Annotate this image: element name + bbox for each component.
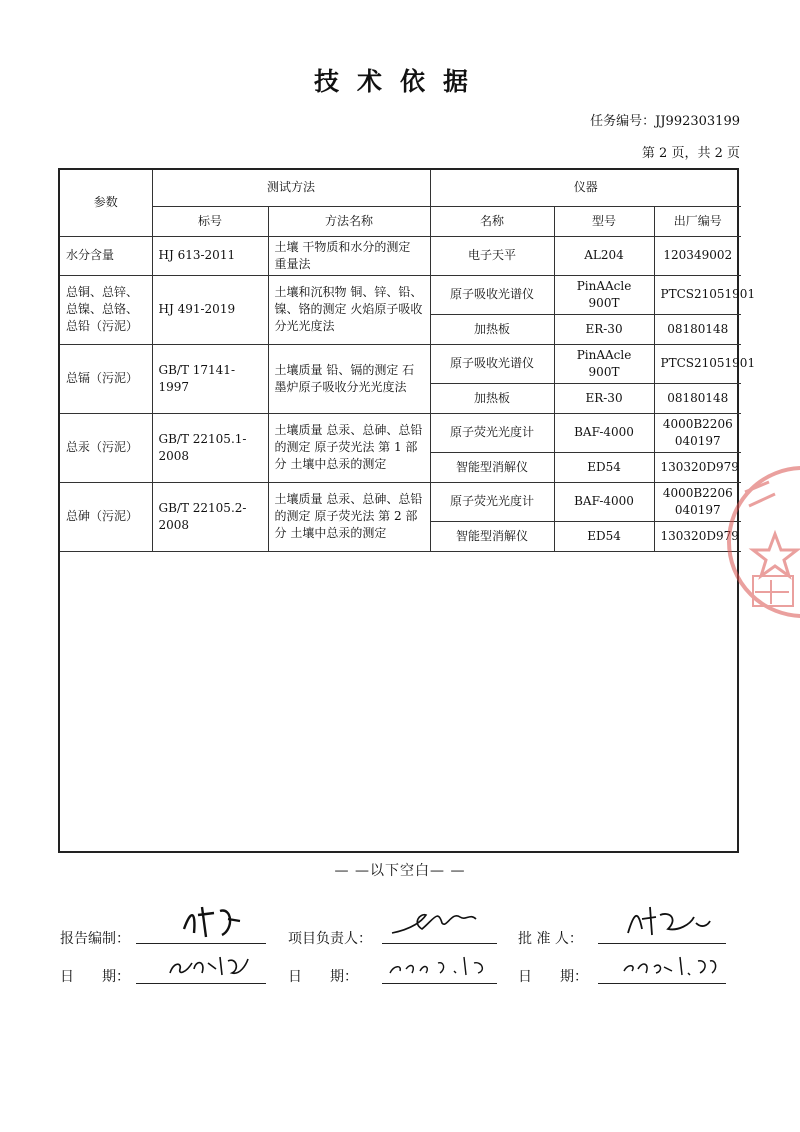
instrument-name-cell: 加热板 xyxy=(430,314,554,344)
instrument-model-cell: ER-30 xyxy=(554,314,654,344)
method-cell: 土壤 干物质和水分的测定 重量法 xyxy=(268,236,430,275)
handwritten-date-icon xyxy=(136,939,266,983)
standard-cell: GB/T 22105.2-2008 xyxy=(152,482,268,551)
page-title: 技术依据 xyxy=(313,67,486,96)
param-cell: 水分含量 xyxy=(60,236,152,275)
instrument-serial-cell: 130320D979 xyxy=(654,521,741,551)
instrument-name-cell: 原子吸收光谱仪 xyxy=(430,275,554,314)
instrument-model-cell: ER-30 xyxy=(554,383,654,413)
header-method-group: 测试方法 xyxy=(152,170,430,206)
header-model: 型号 xyxy=(554,206,654,236)
instrument-model-cell: BAF-4000 xyxy=(554,413,654,452)
instrument-name-cell: 智能型消解仪 xyxy=(430,452,554,482)
instrument-model-cell: PinAAcle 900T xyxy=(554,275,654,314)
handwritten-signature-icon xyxy=(598,899,726,943)
technical-basis-table xyxy=(60,170,756,552)
handwritten-date-icon xyxy=(382,939,497,983)
param-cell: 总汞（污泥） xyxy=(60,413,152,482)
instrument-model-cell: ED54 xyxy=(554,521,654,551)
instrument-model-cell: BAF-4000 xyxy=(554,482,654,521)
date-field-2 xyxy=(382,953,497,984)
date-label-2: 日 期： xyxy=(288,969,358,985)
date-field-1 xyxy=(136,953,266,984)
approver-label: 批 准 人： xyxy=(518,931,583,947)
instrument-serial-cell: PTCS21051901 xyxy=(654,275,741,314)
table-row xyxy=(60,344,741,383)
red-seal-icon xyxy=(725,462,800,622)
instrument-model-cell: AL204 xyxy=(554,236,654,275)
handwritten-date-icon xyxy=(598,939,726,983)
prepared-by-label: 报告编制： xyxy=(60,931,130,947)
method-cell: 土壤质量 总汞、总砷、总铅的测定 原子荧光法 第 2 部分 土壤中总汞的测定 xyxy=(268,482,430,551)
method-cell: 土壤质量 总汞、总砷、总铅的测定 原子荧光法 第 1 部分 土壤中总汞的测定 xyxy=(268,413,430,482)
instrument-serial-cell: PTCS21051901 xyxy=(654,344,741,383)
task-number: 任务编号：JJ992303199 xyxy=(590,114,740,129)
header-instrument-name: 名称 xyxy=(430,206,554,236)
method-cell: 土壤和沉积物 铜、锌、铅、镍、铬的测定 火焰原子吸收分光光度法 xyxy=(268,275,430,344)
instrument-name-cell: 智能型消解仪 xyxy=(430,521,554,551)
instrument-model-cell: PinAAcle 900T xyxy=(554,344,654,383)
table-row xyxy=(60,275,741,314)
instrument-serial-cell: 08180148 xyxy=(654,314,741,344)
header-param: 参数 xyxy=(60,170,152,236)
table-row xyxy=(60,482,741,521)
date-label-1: 日 期： xyxy=(60,969,130,985)
standard-cell: GB/T 22105.1-2008 xyxy=(152,413,268,482)
instrument-serial-cell: 08180148 xyxy=(654,383,741,413)
method-cell: 土壤质量 铅、镉的测定 石墨炉原子吸收分光光度法 xyxy=(268,344,430,413)
param-cell: 总镉（污泥） xyxy=(60,344,152,413)
header-serial: 出厂编号 xyxy=(654,206,741,236)
page-number: 第 2 页，共 2 页 xyxy=(641,146,740,161)
header-standard-no: 标号 xyxy=(152,206,268,236)
official-seal-stamp xyxy=(725,462,800,622)
header-instrument-group: 仪器 xyxy=(430,170,741,206)
instrument-serial-cell: 4000B2206040197 xyxy=(654,413,741,452)
instrument-name-cell: 原子荧光光度计 xyxy=(430,413,554,452)
standard-cell: HJ 613-2011 xyxy=(152,236,268,275)
instrument-name-cell: 原子吸收光谱仪 xyxy=(430,344,554,383)
instrument-name-cell: 加热板 xyxy=(430,383,554,413)
blank-below-note: — —以下空白— — xyxy=(334,863,466,879)
instrument-model-cell: ED54 xyxy=(554,452,654,482)
date-field-3 xyxy=(598,953,726,984)
handwritten-signature-icon xyxy=(136,899,266,943)
handwritten-signature-icon xyxy=(382,899,497,943)
standard-cell: HJ 491-2019 xyxy=(152,275,268,344)
date-label-3: 日 期： xyxy=(518,969,588,985)
project-lead-label: 项目负责人： xyxy=(288,931,372,947)
table-row xyxy=(60,413,741,452)
instrument-name-cell: 电子天平 xyxy=(430,236,554,275)
instrument-serial-cell: 4000B2206040197 xyxy=(654,482,741,521)
instrument-serial-cell: 130320D979 xyxy=(654,452,741,482)
standard-cell: GB/T 17141-1997 xyxy=(152,344,268,413)
header-method-name: 方法名称 xyxy=(268,206,430,236)
table-row xyxy=(60,236,741,275)
param-cell: 总砷（污泥） xyxy=(60,482,152,551)
table-frame xyxy=(58,168,756,853)
param-cell: 总铜、总锌、总镍、总铬、总铅（污泥） xyxy=(60,275,152,344)
instrument-serial-cell: 120349002 xyxy=(654,236,741,275)
instrument-name-cell: 原子荧光光度计 xyxy=(430,482,554,521)
